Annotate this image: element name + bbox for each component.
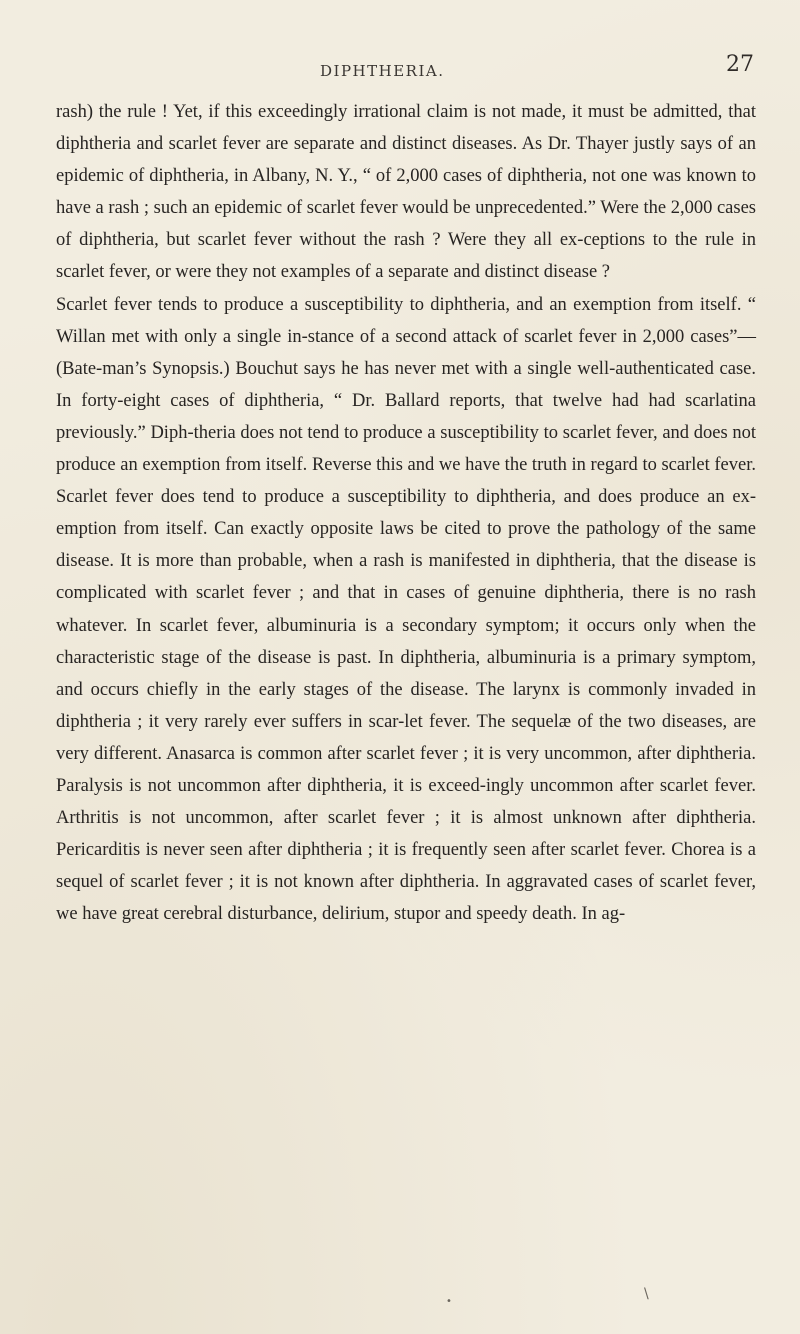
body-text <box>56 96 756 930</box>
stray-dot-mark: • <box>446 1296 452 1307</box>
stray-tick-mark: \ <box>644 1286 649 1302</box>
paragraph-1: rash) the rule ! Yet, if this exceedingly irrational claim is not made, it must be admitted, that diphtheria and scarlet fever are separate and distinct diseases. As Dr. Thayer justly says of an epidemic of diphtheria, in Albany, N. Y., “ of 2,000 cases of diphtheria, not one was known to have a rash ; such an epidemic of scarlet fever would be unprecedented.” Were the 2,000 cases of diphtheria, but scarlet fever without the rash ? Were they all ex-ceptions to the rule in scarlet fever, or were they not examples of a separate and distinct disease ? <box>56 102 756 283</box>
page-number: 27 <box>726 52 754 77</box>
running-title: DIPHTHERIA. <box>320 62 445 80</box>
paragraph-2: Scarlet fever tends to produce a susceptibility to diphtheria, and an exemption from itself. “ Willan met with only a single in-stance of a second attack of scarlet fever in 2,000 cases”—(Bate-man’s Synopsis.) Bouchut says he has never met with a single well-authenticated case. In forty-eight cases of diphtheria, “ Dr. Ballard reports, that twelve had had scarlatina previously.” Diph-theria does not tend to produce a susceptibility to scarlet fever, and does not produce an exemption from itself. Reverse this and we have the truth in regard to scarlet fever. Scarlet fever does tend to produce a susceptibility to diphtheria, and does produce an ex-emption from itself. Can exactly opposite laws be cited to prove the pathology of the same disease. It is more than probable, when a rash is manifested in diphtheria, that the disease is complicated with scarlet fever ; and that in cases of genuine diphtheria, there is no rash whatever. In scarlet fever, albuminuria is a secondary symptom; it occurs only when the characteristic stage of the disease is past. In diphtheria, albuminuria is a primary symptom, and occurs chiefly in the early stages of the disease. The larynx is commonly invaded in diphtheria ; it very rarely ever suffers in scar-let fever. The sequelæ of the two diseases, are very different. Anasarca is common after scarlet fever ; it is very uncommon, after diphtheria. Paralysis is not uncommon after diphtheria, it is exceed-ingly uncommon after scarlet fever. Arthritis is not uncommon, after scarlet fever ; it is almost unknown after diphtheria. Pericarditis is never seen after diphtheria ; it is frequently seen after scarlet fever. Chorea is a sequel of scarlet fever ; it is not known after diphtheria. In aggravated cases of scarlet fever, we have great cerebral disturbance, delirium, stupor and speedy death. In ag- <box>56 294 756 925</box>
